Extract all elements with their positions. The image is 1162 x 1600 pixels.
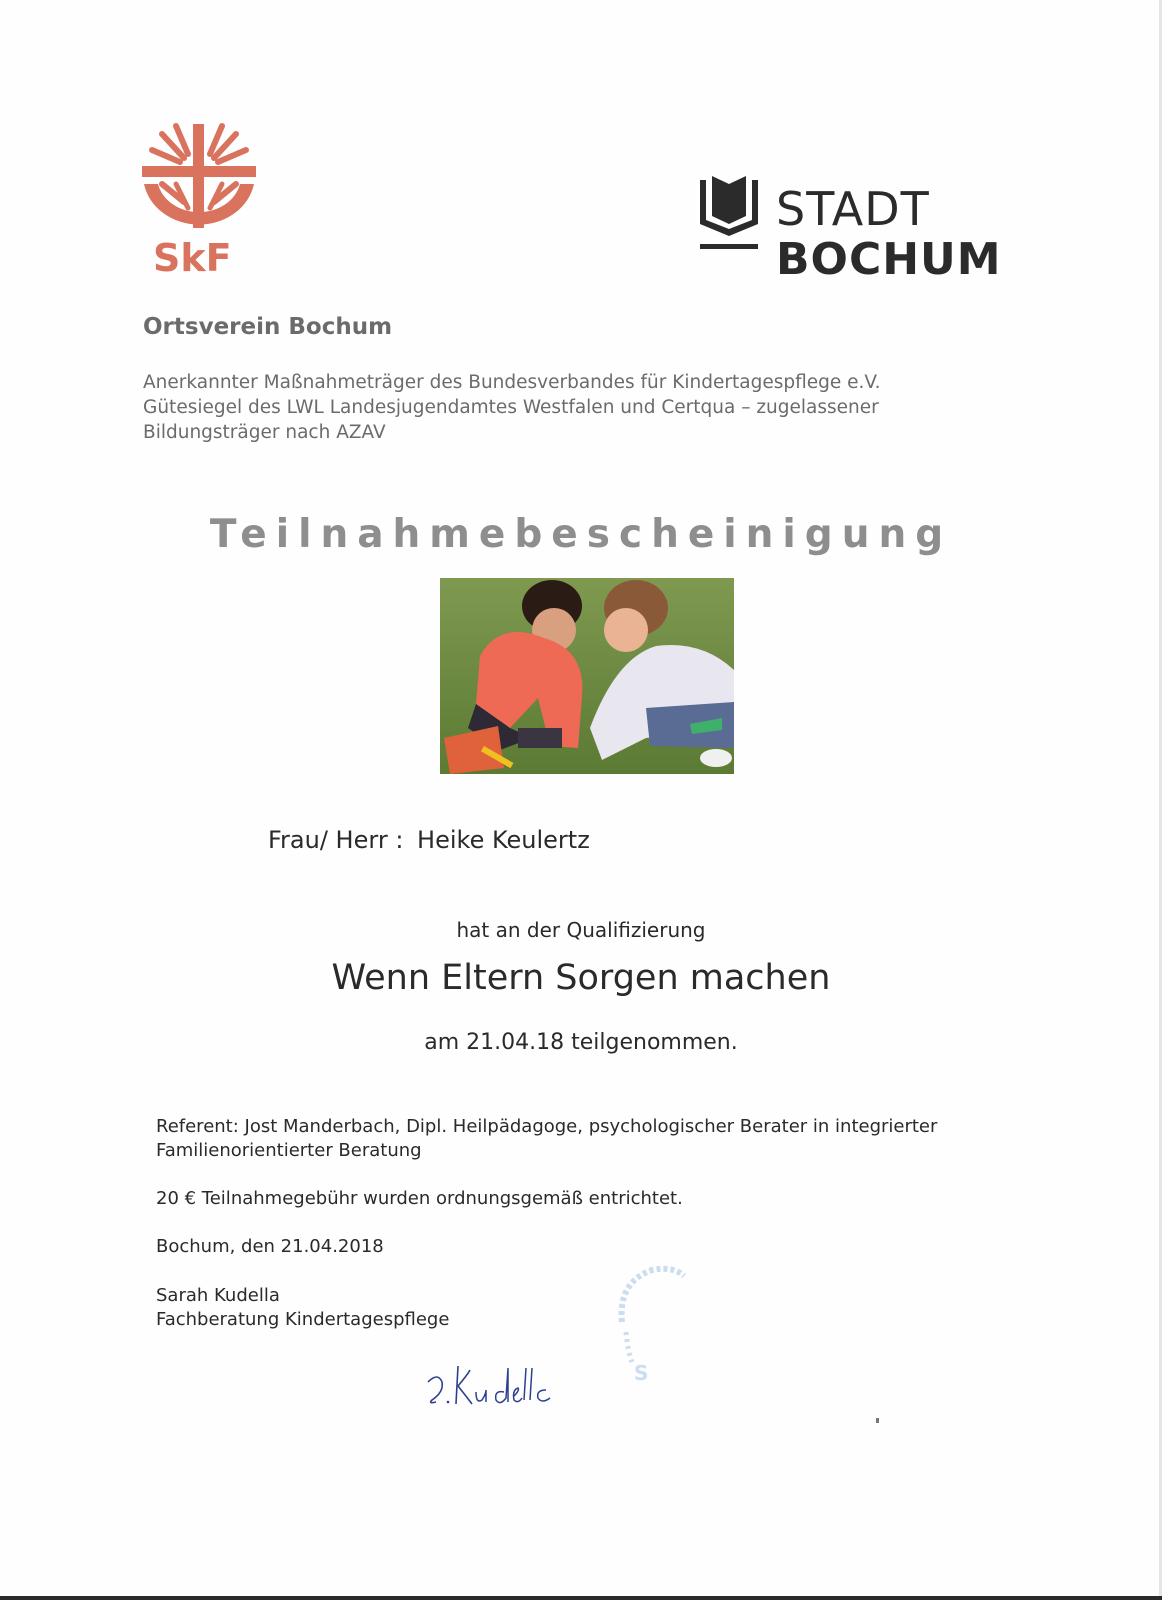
participant-name: Heike Keulertz xyxy=(417,826,590,854)
organization-name: Ortsverein Bochum xyxy=(143,314,393,340)
course-title: Wenn Eltern Sorgen machen xyxy=(331,958,831,998)
signer-block xyxy=(156,1284,449,1332)
bochum-label: BOCHUM xyxy=(776,234,1002,285)
accreditation-line: Bildungsträger nach AZAV xyxy=(143,422,386,443)
referent-line: Referent: Jost Manderbach, Dipl. Heilpädagoge, psychologischer Berater in integrierter xyxy=(156,1116,938,1137)
handwritten-signature xyxy=(424,1362,574,1412)
referent-text xyxy=(156,1115,1016,1163)
children-playing-photo xyxy=(440,578,734,774)
stadt-label: STADT xyxy=(776,182,930,236)
referent-line: Familienorientierter Beratung xyxy=(156,1140,422,1161)
stamp-mark xyxy=(612,1262,692,1392)
fee-text: 20 € Teilnahmegebühr wurden ordnungsgemäß entrichtet. xyxy=(156,1188,683,1209)
signer-role: Fachberatung Kindertagespflege xyxy=(156,1309,450,1330)
place-date: Bochum, den 21.04.2018 xyxy=(156,1236,384,1257)
book-icon xyxy=(698,176,760,252)
accreditation-line: Gütesiegel des LWL Landesjugendamtes Westfalen und Certqua – zugelassener xyxy=(143,397,879,418)
skf-logo-text: SkF xyxy=(153,236,232,280)
participant-line xyxy=(268,826,590,854)
participation-date: am 21.04.18 teilgenommen. xyxy=(424,1030,738,1055)
signer-name: Sarah Kudella xyxy=(156,1285,280,1306)
document-title: Teilnahmebescheinigung xyxy=(209,512,953,557)
accreditation-text xyxy=(143,370,1003,445)
svg-text:S: S xyxy=(634,1361,649,1385)
participant-label: Frau/ Herr : xyxy=(268,826,404,854)
scan-bottom-edge xyxy=(0,1596,1162,1600)
scan-speck xyxy=(876,1418,879,1423)
accreditation-line: Anerkannter Maßnahmeträger des Bundesverbandes für Kindertagespflege e.V. xyxy=(143,372,881,393)
intro-text: hat an der Qualifizierung xyxy=(456,918,706,942)
